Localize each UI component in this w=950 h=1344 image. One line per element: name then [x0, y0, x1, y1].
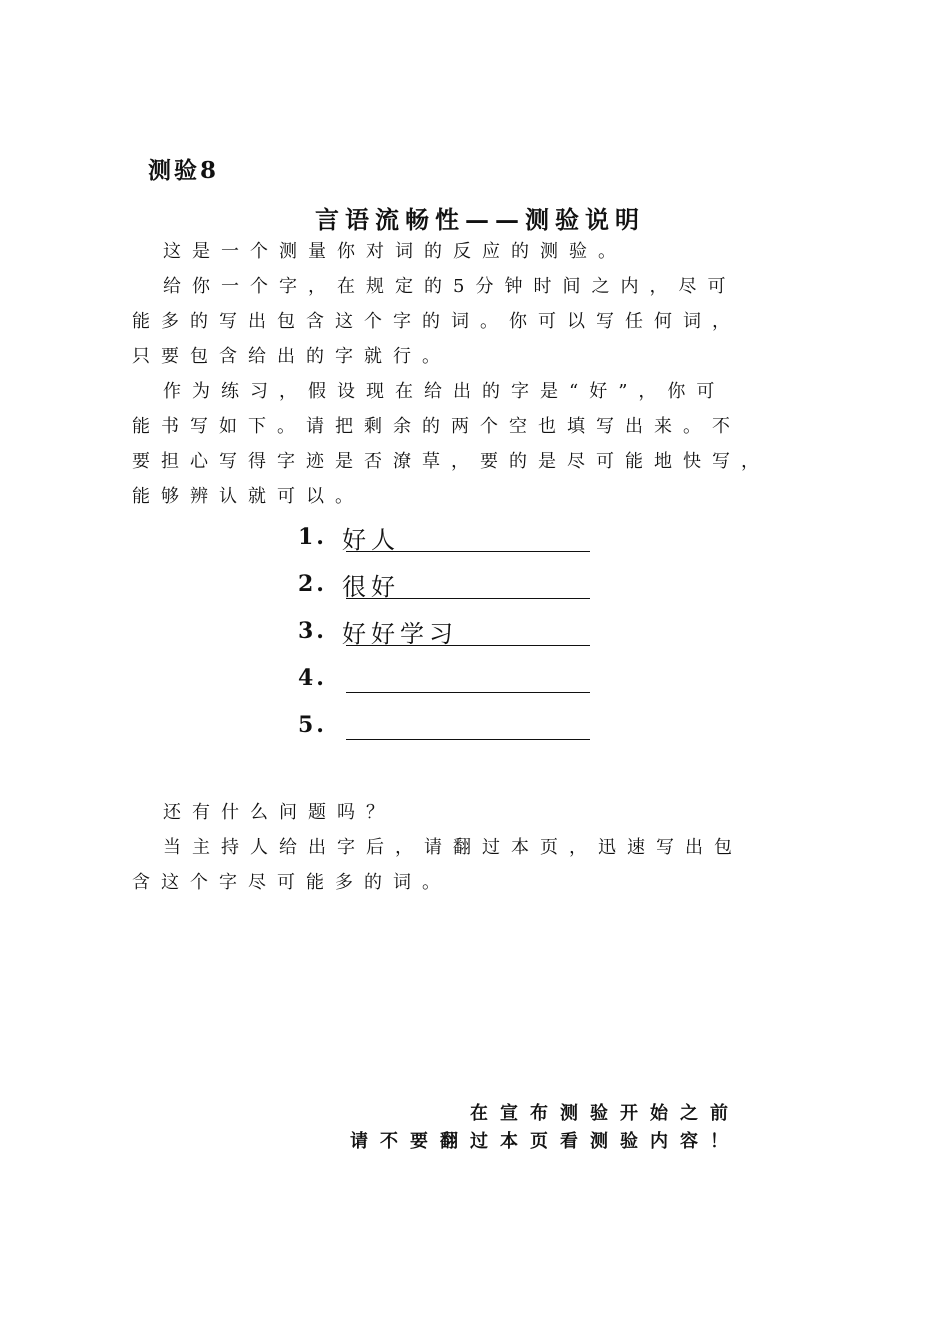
example-row [298, 618, 598, 665]
example-number: 5. [298, 712, 327, 738]
instruction-line: 给你一个字，在规定的5分钟时间之内，尽可 [163, 276, 737, 297]
example-word: 好人 [342, 526, 400, 554]
practice-line: 能够辨认就可以。 [132, 486, 364, 507]
example-row [298, 571, 598, 618]
notice-line: 请不要翻过本页看测验内容！ [350, 1131, 740, 1152]
example-blank [346, 712, 590, 740]
example-word: 好好学习 [342, 620, 458, 648]
example-number: 1. [298, 524, 327, 550]
test-label: 测验8 [148, 157, 220, 184]
closing-line: 当主持人给出字后，请翻过本页，迅速写出包 [163, 837, 743, 858]
instruction-line: 只要包含给出的字就行。 [132, 346, 451, 367]
question-line: 还有什么问题吗？ [163, 802, 395, 823]
notice-line: 在宣布测验开始之前 [470, 1103, 740, 1124]
example-blank [346, 665, 590, 693]
practice-paragraph [132, 374, 812, 514]
practice-line: 要担心写得字迹是否潦草，要的是尽可能地快写， [132, 451, 770, 472]
instruction-paragraph [132, 269, 812, 374]
closing-paragraph [132, 830, 812, 900]
instruction-line: 能多的写出包含这个字的词。你可以写任何词， [132, 311, 741, 332]
closing-line: 含这个字尽可能多的词。 [132, 872, 451, 893]
practice-line: 能书写如下。请把剩余的两个空也填写出来。不 [132, 416, 741, 437]
practice-line: 作为练习，假设现在给出的字是“好”，你可 [163, 381, 726, 402]
example-row [298, 524, 598, 571]
example-number: 4. [298, 665, 327, 691]
example-row [298, 712, 598, 759]
example-list [298, 524, 598, 759]
example-number: 3. [298, 618, 327, 644]
intro-line: 这是一个测量你对词的反应的测验。 [163, 241, 627, 262]
notice [350, 1100, 740, 1156]
example-number: 2. [298, 571, 327, 597]
document-title: 言语流畅性——测验说明 [315, 205, 645, 234]
intro-paragraph [132, 234, 812, 269]
example-word: 很好 [342, 573, 400, 601]
example-row [298, 665, 598, 712]
question-paragraph [132, 795, 812, 830]
